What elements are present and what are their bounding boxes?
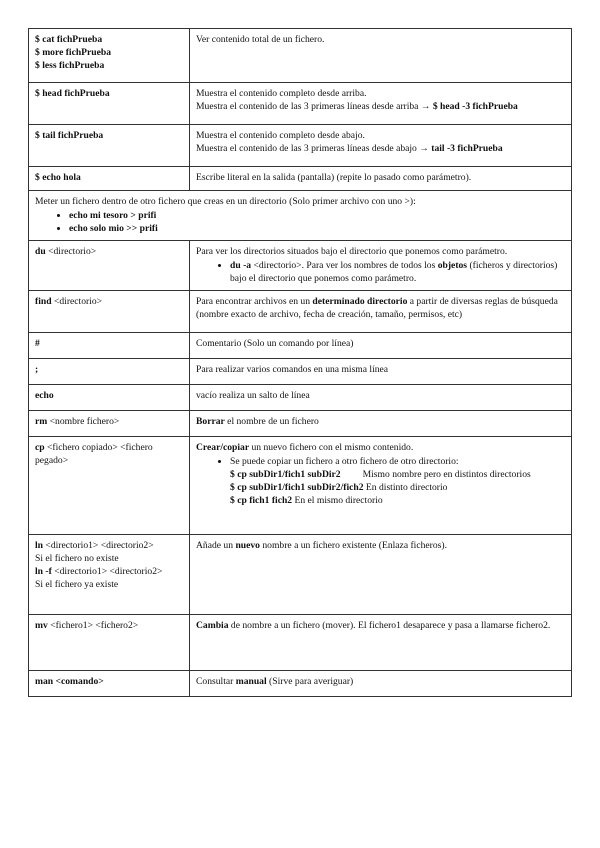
command-cp: cp	[35, 442, 45, 453]
description-text: En el mismo directorio	[292, 495, 383, 506]
description-cell	[190, 359, 572, 385]
example-line	[196, 468, 565, 481]
description-text: En distinto directorio	[363, 482, 448, 493]
table-row	[29, 535, 572, 615]
description-text	[196, 441, 565, 454]
command-ln-f: ln -f	[35, 566, 52, 577]
command-man: man <comando>	[35, 676, 104, 687]
description-text: a partir de diversas reglas de búsqueda (nombre exacto de archivo, fecha de creación, tamaño, permisos, etc)	[196, 296, 558, 320]
command-arg: <directorio1> <directorio2>	[43, 540, 154, 551]
table-row	[29, 359, 572, 385]
command-cell	[29, 29, 190, 83]
description-text	[196, 100, 565, 113]
description-cell	[190, 167, 572, 191]
bullet-list	[196, 259, 565, 285]
command-semicolon: ;	[35, 364, 39, 375]
description-cell	[190, 83, 572, 125]
command-arg: <fichero1> <fichero2>	[47, 620, 139, 631]
emphasis: Crear/copiar	[196, 442, 250, 453]
description-text: el nombre de un fichero	[224, 416, 319, 427]
description-cell	[190, 615, 572, 671]
emphasis: nuevo	[235, 540, 260, 551]
table-row	[29, 437, 572, 535]
description-text: Muestra el contenido de las 3 primeras líneas desde arriba →	[196, 101, 433, 112]
description-text: Añade un	[196, 540, 236, 551]
example-line	[196, 494, 565, 507]
table-row	[29, 333, 572, 359]
description-text: Muestra el contenido completo desde abajo.	[196, 130, 365, 141]
table-row	[29, 615, 572, 671]
command-cell	[29, 291, 190, 333]
description-cell	[190, 411, 572, 437]
bullet-list	[196, 455, 565, 468]
command-cell	[29, 83, 190, 125]
command-rm: rm	[35, 416, 48, 427]
example-command: $ cp subDir1/fich1 subDir2	[230, 469, 341, 480]
command-cell	[29, 385, 190, 411]
description-cell	[190, 125, 572, 167]
command-cell	[29, 125, 190, 167]
description-text	[196, 142, 565, 155]
command-find: find	[35, 296, 52, 307]
description-text: Escribe literal en la salida (pantalla) (repite lo pasado como parámetro).	[196, 172, 472, 183]
command-arg: <fichero copiado> <fichero pegado>	[35, 442, 153, 466]
command-ln: ln	[35, 540, 44, 551]
description-text: un nuevo fichero con el mismo contenido.	[249, 442, 414, 453]
description-cell	[190, 437, 572, 535]
command-line	[35, 565, 183, 578]
command-cell	[29, 359, 190, 385]
description-cell	[190, 671, 572, 697]
merged-cell	[29, 191, 572, 241]
description-cell	[190, 385, 572, 411]
command-cell	[29, 241, 190, 291]
table-row	[29, 191, 572, 241]
table-row	[29, 291, 572, 333]
command-cell	[29, 411, 190, 437]
example-command: $ head -3 fichPrueba	[432, 101, 518, 112]
description-cell	[190, 291, 572, 333]
command-cell	[29, 437, 190, 535]
list-item: • echo solo mio >> prifi	[69, 222, 565, 235]
description-cell	[190, 241, 572, 291]
command-echo: echo	[35, 390, 54, 401]
table-row	[29, 83, 572, 125]
command-arg: <directorio>	[45, 246, 97, 257]
command-mv: mv	[35, 620, 48, 631]
command-note: Si el fichero ya existe	[35, 579, 119, 590]
description-text: Mismo nombre pero en distintos directorios	[362, 469, 531, 480]
command-hash: #	[35, 338, 40, 349]
description-text: Para encontrar archivos en un	[196, 296, 313, 307]
description-text: Meter un fichero dentro de otro fichero que creas en un directorio (Solo primer archivo con uno >):	[35, 196, 416, 207]
table-row	[29, 125, 572, 167]
example-command: $ cp fich1 fich2	[230, 495, 293, 506]
list-item: • Se puede copiar un fichero a otro fichero de otro directorio:	[230, 455, 565, 468]
command-du: du	[35, 246, 46, 257]
description-text: Para realizar varios comandos en una misma línea	[196, 364, 389, 375]
description-text: Ver contenido total de un fichero.	[196, 34, 325, 45]
description-cell	[190, 333, 572, 359]
description-text: nombre a un fichero existente (Enlaza ficheros).	[259, 540, 447, 551]
table-row	[29, 241, 572, 291]
list-item	[230, 259, 565, 285]
command-echo-hola: $ echo hola	[35, 172, 81, 183]
commands-table	[28, 28, 572, 697]
example-command: du -a	[230, 260, 252, 271]
description-text: (Sirve para averiguar)	[266, 676, 354, 687]
command-tail: $ tail fichPrueba	[35, 130, 104, 141]
command-arg: <nombre fichero>	[47, 416, 120, 427]
description-cell	[190, 29, 572, 83]
description-text: Muestra el contenido de las 3 primeras líneas desde abajo →	[196, 143, 432, 154]
emphasis: Borrar	[196, 416, 225, 427]
command-cell	[29, 615, 190, 671]
table-row	[29, 385, 572, 411]
emphasis: determinado directorio	[312, 296, 408, 307]
list-item: • echo mi tesoro > prifi	[69, 209, 565, 222]
command-arg: <directorio1> <directorio2>	[51, 566, 163, 577]
command-head: $ head fichPrueba	[35, 88, 110, 99]
description-text: Comentario (Solo un comando por línea)	[196, 338, 354, 349]
command-cell	[29, 671, 190, 697]
command-cat: $ cat fichPrueba	[35, 34, 103, 45]
command-cell	[29, 167, 190, 191]
example-command: $ cp subDir1/fich1 subDir2/fich2	[230, 482, 364, 493]
table-row	[29, 411, 572, 437]
description-text: <directorio>. Para ver los nombres de todos los	[251, 260, 438, 271]
emphasis: objetos	[437, 260, 468, 271]
table-row	[29, 671, 572, 697]
command-cell	[29, 333, 190, 359]
description-text: de nombre a un fichero (mover). El fichero1 desaparece y pasa a llamarse fichero2.	[228, 620, 551, 631]
emphasis: Cambia	[196, 620, 229, 631]
command-less: $ less fichPrueba	[35, 60, 105, 71]
bullet-list	[35, 209, 565, 235]
emphasis: manual	[235, 676, 267, 687]
table-row	[29, 29, 572, 83]
command-cell	[29, 535, 190, 615]
description-text: vacío realiza un salto de línea	[196, 390, 310, 401]
command-note: Si el fichero no existe	[35, 553, 119, 564]
command-more: $ more fichPrueba	[35, 47, 112, 58]
example-line	[196, 481, 565, 494]
description-text: Para ver los directorios situados bajo el directorio que ponemos como parámetro.	[196, 246, 508, 257]
example-command: tail -3 fichPrueba	[431, 143, 503, 154]
table-row	[29, 167, 572, 191]
description-text: (ficheros y directorios) bajo el directorio que ponemos como parámetro.	[230, 260, 558, 284]
description-text: Consultar	[196, 676, 236, 687]
description-cell	[190, 535, 572, 615]
description-text: Muestra el contenido completo desde arriba.	[196, 88, 367, 99]
command-line	[35, 539, 183, 552]
command-arg: <directorio>	[51, 296, 103, 307]
